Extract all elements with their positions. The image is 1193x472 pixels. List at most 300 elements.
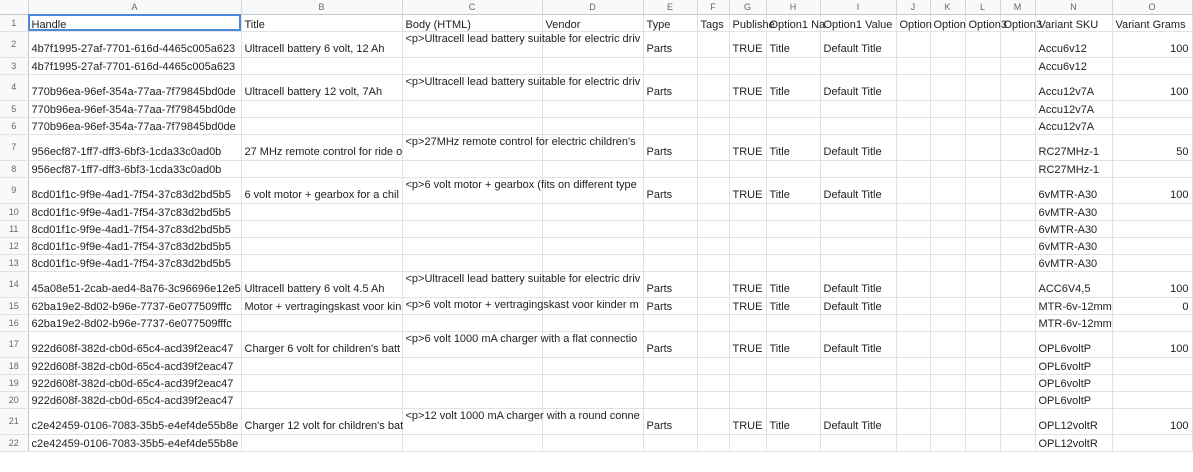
cell-option1-value[interactable] <box>820 203 896 220</box>
cell-variant-grams[interactable]: 100 <box>1112 31 1192 57</box>
cell-option2-name[interactable] <box>896 331 930 357</box>
cell-option2-value[interactable] <box>930 203 965 220</box>
cell-title[interactable] <box>241 57 402 74</box>
cell-handle[interactable]: 922d608f-382d-cb0d-65c4-acd39f2eac47 <box>28 374 241 391</box>
cell-vendor[interactable] <box>542 391 643 408</box>
cell-handle[interactable]: 8cd01f1c-9f9e-4ad1-7f54-37c83d2bd5b5 <box>28 254 241 271</box>
cell-vendor[interactable] <box>542 203 643 220</box>
cell-vendor[interactable] <box>542 254 643 271</box>
cell-option1-value[interactable]: Default Title <box>820 297 896 314</box>
cell-type[interactable]: Parts <box>643 297 697 314</box>
cell-option3-name[interactable] <box>965 160 1000 177</box>
cell-option3-value[interactable] <box>1000 220 1035 237</box>
cell-option3-name[interactable] <box>965 331 1000 357</box>
cell-option3-name[interactable] <box>965 408 1000 434</box>
cell-handle[interactable]: 4b7f1995-27af-7701-616d-4465c005a623 <box>28 31 241 57</box>
cell-title[interactable]: Ultracell battery 12 volt, 7Ah <box>241 74 402 100</box>
column-header-l[interactable]: L <box>965 0 1000 14</box>
cell-option2-value[interactable] <box>930 74 965 100</box>
cell-option3-value[interactable] <box>1000 57 1035 74</box>
header-cell[interactable]: Type <box>643 14 697 31</box>
cell-option1-value[interactable] <box>820 220 896 237</box>
header-cell[interactable]: Option3 <box>965 14 1000 31</box>
cell-variant-grams[interactable] <box>1112 254 1192 271</box>
cell-variant-sku[interactable]: Accu12v7A <box>1035 100 1112 117</box>
row-number[interactable]: 2 <box>0 31 28 57</box>
cell-tags[interactable] <box>697 237 729 254</box>
cell-variant-grams[interactable]: 50 <box>1112 134 1192 160</box>
cell-body[interactable]: <p>Ultracell lead battery suitable for electric driv <box>402 271 542 297</box>
header-cell[interactable]: Variant SKU <box>1035 14 1112 31</box>
cell-option2-name[interactable] <box>896 391 930 408</box>
cell-option3-value[interactable] <box>1000 374 1035 391</box>
cell-tags[interactable] <box>697 331 729 357</box>
header-cell[interactable]: Option <box>930 14 965 31</box>
cell-option3-value[interactable] <box>1000 203 1035 220</box>
row-number[interactable]: 14 <box>0 271 28 297</box>
cell-option3-name[interactable] <box>965 297 1000 314</box>
header-cell[interactable]: Body (HTML) <box>402 14 542 31</box>
cell-option1-value[interactable] <box>820 374 896 391</box>
cell-option2-name[interactable] <box>896 237 930 254</box>
cell-body[interactable] <box>402 254 542 271</box>
cell-title[interactable]: 6 volt motor + gearbox for a chil <box>241 177 402 203</box>
cell-variant-grams[interactable] <box>1112 434 1192 451</box>
cell-option3-name[interactable] <box>965 357 1000 374</box>
cell-title[interactable] <box>241 374 402 391</box>
cell-type[interactable] <box>643 254 697 271</box>
cell-vendor[interactable] <box>542 314 643 331</box>
cell-published[interactable]: TRUE <box>729 331 766 357</box>
cell-option2-value[interactable] <box>930 391 965 408</box>
column-header-n[interactable]: N <box>1035 0 1112 14</box>
row-number[interactable]: 22 <box>0 434 28 451</box>
cell-variant-grams[interactable] <box>1112 100 1192 117</box>
cell-variant-sku[interactable]: MTR-6v-12mm <box>1035 297 1112 314</box>
cell-variant-grams[interactable] <box>1112 117 1192 134</box>
row-number[interactable]: 18 <box>0 357 28 374</box>
cell-option2-value[interactable] <box>930 134 965 160</box>
cell-option1-value[interactable]: Default Title <box>820 134 896 160</box>
cell-option3-name[interactable] <box>965 74 1000 100</box>
row-number[interactable]: 20 <box>0 391 28 408</box>
cell-vendor[interactable] <box>542 357 643 374</box>
cell-option1-name[interactable] <box>766 117 820 134</box>
cell-title[interactable] <box>241 220 402 237</box>
row-number[interactable]: 4 <box>0 74 28 100</box>
cell-option2-name[interactable] <box>896 297 930 314</box>
cell-handle[interactable]: 922d608f-382d-cb0d-65c4-acd39f2eac47 <box>28 331 241 357</box>
cell-option3-value[interactable] <box>1000 314 1035 331</box>
cell-option1-value[interactable] <box>820 117 896 134</box>
cell-type[interactable] <box>643 314 697 331</box>
cell-type[interactable]: Parts <box>643 134 697 160</box>
cell-body[interactable]: <p>Ultracell lead battery suitable for electric driv <box>402 31 542 57</box>
row-number[interactable]: 9 <box>0 177 28 203</box>
cell-option2-value[interactable] <box>930 357 965 374</box>
cell-variant-sku[interactable]: OPL12voltR <box>1035 408 1112 434</box>
cell-option3-name[interactable] <box>965 391 1000 408</box>
cell-variant-grams[interactable] <box>1112 314 1192 331</box>
cell-body[interactable] <box>402 160 542 177</box>
header-cell[interactable]: Option <box>896 14 930 31</box>
cell-handle[interactable]: 45a08e51-2cab-aed4-8a76-3c96696e12e5 <box>28 271 241 297</box>
cell-option3-value[interactable] <box>1000 434 1035 451</box>
cell-option2-name[interactable] <box>896 117 930 134</box>
cell-variant-grams[interactable] <box>1112 160 1192 177</box>
cell-option2-value[interactable] <box>930 31 965 57</box>
row-number[interactable]: 19 <box>0 374 28 391</box>
cell-option3-value[interactable] <box>1000 74 1035 100</box>
cell-option3-name[interactable] <box>965 134 1000 160</box>
cell-option2-value[interactable] <box>930 177 965 203</box>
cell-variant-sku[interactable]: OPL6voltP <box>1035 391 1112 408</box>
cell-option3-value[interactable] <box>1000 271 1035 297</box>
cell-option1-name[interactable]: Title <box>766 31 820 57</box>
cell-option2-name[interactable] <box>896 374 930 391</box>
cell-option3-value[interactable] <box>1000 237 1035 254</box>
cell-published[interactable] <box>729 237 766 254</box>
column-header-a[interactable]: A <box>28 0 241 14</box>
cell-body[interactable]: <p>6 volt 1000 mA charger with a flat connectio <box>402 331 542 357</box>
cell-option3-name[interactable] <box>965 271 1000 297</box>
cell-variant-grams[interactable]: 100 <box>1112 331 1192 357</box>
cell-option1-value[interactable] <box>820 314 896 331</box>
cell-option1-name[interactable]: Title <box>766 297 820 314</box>
cell-option3-value[interactable] <box>1000 391 1035 408</box>
cell-variant-sku[interactable]: 6vMTR-A30 <box>1035 203 1112 220</box>
cell-tags[interactable] <box>697 31 729 57</box>
cell-option1-value[interactable]: Default Title <box>820 408 896 434</box>
cell-option2-value[interactable] <box>930 100 965 117</box>
cell-tags[interactable] <box>697 374 729 391</box>
cell-option2-value[interactable] <box>930 254 965 271</box>
cell-variant-sku[interactable]: 6vMTR-A30 <box>1035 220 1112 237</box>
cell-handle[interactable]: 956ecf87-1ff7-dff3-6bf3-1cda33c0ad0b <box>28 134 241 160</box>
cell-published[interactable] <box>729 220 766 237</box>
cell-option1-name[interactable]: Title <box>766 177 820 203</box>
cell-option1-name[interactable]: Title <box>766 331 820 357</box>
column-header-d[interactable]: D <box>542 0 643 14</box>
cell-type[interactable]: Parts <box>643 177 697 203</box>
cell-body[interactable] <box>402 57 542 74</box>
row-number[interactable]: 13 <box>0 254 28 271</box>
cell-option2-name[interactable] <box>896 271 930 297</box>
cell-option2-name[interactable] <box>896 357 930 374</box>
cell-body[interactable] <box>402 391 542 408</box>
column-header-h[interactable]: H <box>766 0 820 14</box>
cell-option1-value[interactable] <box>820 100 896 117</box>
cell-variant-sku[interactable]: OPL6voltP <box>1035 357 1112 374</box>
cell-option2-name[interactable] <box>896 220 930 237</box>
cell-variant-sku[interactable]: OPL6voltP <box>1035 374 1112 391</box>
cell-option3-name[interactable] <box>965 31 1000 57</box>
cell-type[interactable] <box>643 391 697 408</box>
cell-body[interactable] <box>402 237 542 254</box>
cell-option1-value[interactable]: Default Title <box>820 74 896 100</box>
cell-variant-sku[interactable]: RC27MHz-1 <box>1035 134 1112 160</box>
cell-option1-name[interactable]: Title <box>766 408 820 434</box>
cell-body[interactable]: <p>12 volt 1000 mA charger with a round conne <box>402 408 542 434</box>
cell-type[interactable] <box>643 117 697 134</box>
cell-variant-grams[interactable] <box>1112 374 1192 391</box>
cell-type[interactable]: Parts <box>643 74 697 100</box>
cell-variant-sku[interactable]: OPL6voltP <box>1035 331 1112 357</box>
cell-variant-sku[interactable]: Accu6v12 <box>1035 57 1112 74</box>
cell-option1-value[interactable] <box>820 237 896 254</box>
cell-option3-value[interactable] <box>1000 297 1035 314</box>
cell-option2-value[interactable] <box>930 160 965 177</box>
cell-type[interactable]: Parts <box>643 271 697 297</box>
cell-handle[interactable]: 8cd01f1c-9f9e-4ad1-7f54-37c83d2bd5b5 <box>28 220 241 237</box>
cell-tags[interactable] <box>697 177 729 203</box>
cell-option1-value[interactable] <box>820 254 896 271</box>
cell-option3-value[interactable] <box>1000 357 1035 374</box>
cell-title[interactable] <box>241 117 402 134</box>
cell-option1-value[interactable] <box>820 357 896 374</box>
cell-tags[interactable] <box>697 100 729 117</box>
header-cell[interactable]: Title <box>241 14 402 31</box>
cell-option3-name[interactable] <box>965 177 1000 203</box>
cell-published[interactable] <box>729 254 766 271</box>
row-number[interactable]: 10 <box>0 203 28 220</box>
cell-option3-value[interactable] <box>1000 134 1035 160</box>
cell-option3-value[interactable] <box>1000 254 1035 271</box>
cell-published[interactable] <box>729 374 766 391</box>
cell-tags[interactable] <box>697 74 729 100</box>
cell-body[interactable]: <p>6 volt motor + vertragingskast voor kinder m <box>402 297 542 314</box>
cell-tags[interactable] <box>697 117 729 134</box>
cell-title[interactable]: Ultracell battery 6 volt 4.5 Ah <box>241 271 402 297</box>
header-cell[interactable]: Variant Grams <box>1112 14 1192 31</box>
cell-published[interactable] <box>729 117 766 134</box>
cell-title[interactable] <box>241 100 402 117</box>
cell-option2-name[interactable] <box>896 177 930 203</box>
cell-type[interactable]: Parts <box>643 31 697 57</box>
cell-variant-sku[interactable]: 6vMTR-A30 <box>1035 237 1112 254</box>
header-cell[interactable]: Option3 <box>1000 14 1035 31</box>
cell-type[interactable] <box>643 237 697 254</box>
cell-published[interactable] <box>729 357 766 374</box>
cell-body[interactable] <box>402 220 542 237</box>
cell-variant-sku[interactable]: 6vMTR-A30 <box>1035 254 1112 271</box>
cell-option3-name[interactable] <box>965 220 1000 237</box>
cell-option1-name[interactable]: Title <box>766 74 820 100</box>
cell-variant-grams[interactable]: 100 <box>1112 177 1192 203</box>
row-number[interactable]: 15 <box>0 297 28 314</box>
cell-option1-name[interactable] <box>766 357 820 374</box>
cell-option2-value[interactable] <box>930 314 965 331</box>
cell-variant-grams[interactable] <box>1112 237 1192 254</box>
cell-vendor[interactable] <box>542 220 643 237</box>
row-number[interactable]: 11 <box>0 220 28 237</box>
cell-vendor[interactable] <box>542 237 643 254</box>
cell-body[interactable] <box>402 100 542 117</box>
cell-variant-sku[interactable]: ACC6V4,5 <box>1035 271 1112 297</box>
cell-tags[interactable] <box>697 134 729 160</box>
column-header-b[interactable]: B <box>241 0 402 14</box>
cell-handle[interactable]: 8cd01f1c-9f9e-4ad1-7f54-37c83d2bd5b5 <box>28 177 241 203</box>
cell-option3-name[interactable] <box>965 237 1000 254</box>
row-number[interactable]: 1 <box>0 14 28 31</box>
cell-type[interactable] <box>643 374 697 391</box>
header-cell[interactable]: Vendor <box>542 14 643 31</box>
cell-handle[interactable]: 62ba19e2-8d02-b96e-7737-6e077509fffc <box>28 297 241 314</box>
cell-option1-name[interactable] <box>766 434 820 451</box>
cell-option3-value[interactable] <box>1000 160 1035 177</box>
cell-type[interactable] <box>643 203 697 220</box>
cell-title[interactable]: Charger 6 volt for children's batt <box>241 331 402 357</box>
header-cell[interactable]: Tags <box>697 14 729 31</box>
cell-tags[interactable] <box>697 297 729 314</box>
cell-variant-grams[interactable] <box>1112 357 1192 374</box>
cell-option1-name[interactable] <box>766 374 820 391</box>
cell-variant-grams[interactable]: 100 <box>1112 74 1192 100</box>
cell-option2-value[interactable] <box>930 237 965 254</box>
cell-vendor[interactable] <box>542 434 643 451</box>
cell-handle[interactable]: c2e42459-0106-7083-35b5-e4ef4de55b8e <box>28 408 241 434</box>
cell-published[interactable]: TRUE <box>729 74 766 100</box>
select-all-corner[interactable] <box>0 0 28 14</box>
cell-option2-value[interactable] <box>930 331 965 357</box>
cell-option2-value[interactable] <box>930 374 965 391</box>
cell-body[interactable] <box>402 117 542 134</box>
cell-option1-value[interactable] <box>820 57 896 74</box>
cell-published[interactable] <box>729 160 766 177</box>
cell-type[interactable]: Parts <box>643 408 697 434</box>
cell-type[interactable] <box>643 57 697 74</box>
cell-option2-name[interactable] <box>896 134 930 160</box>
cell-tags[interactable] <box>697 314 729 331</box>
cell-option2-name[interactable] <box>896 314 930 331</box>
cell-tags[interactable] <box>697 391 729 408</box>
row-number[interactable]: 6 <box>0 117 28 134</box>
cell-option3-value[interactable] <box>1000 117 1035 134</box>
cell-option3-name[interactable] <box>965 314 1000 331</box>
cell-option2-name[interactable] <box>896 74 930 100</box>
cell-option1-value[interactable] <box>820 160 896 177</box>
header-cell[interactable]: Handle <box>28 14 241 31</box>
cell-handle[interactable]: 770b96ea-96ef-354a-77aa-7f79845bd0de <box>28 117 241 134</box>
cell-option1-value[interactable] <box>820 434 896 451</box>
cell-option1-name[interactable] <box>766 100 820 117</box>
cell-handle[interactable]: c2e42459-0106-7083-35b5-e4ef4de55b8e <box>28 434 241 451</box>
cell-published[interactable]: TRUE <box>729 408 766 434</box>
row-number[interactable]: 8 <box>0 160 28 177</box>
cell-option3-value[interactable] <box>1000 100 1035 117</box>
cell-option3-name[interactable] <box>965 203 1000 220</box>
cell-published[interactable]: TRUE <box>729 271 766 297</box>
cell-option2-name[interactable] <box>896 434 930 451</box>
cell-handle[interactable]: 770b96ea-96ef-354a-77aa-7f79845bd0de <box>28 74 241 100</box>
cell-handle[interactable]: 956ecf87-1ff7-dff3-6bf3-1cda33c0ad0b <box>28 160 241 177</box>
cell-option1-value[interactable]: Default Title <box>820 177 896 203</box>
cell-option3-value[interactable] <box>1000 177 1035 203</box>
cell-option3-name[interactable] <box>965 254 1000 271</box>
cell-variant-sku[interactable]: Accu12v7A <box>1035 74 1112 100</box>
cell-option1-name[interactable] <box>766 391 820 408</box>
cell-tags[interactable] <box>697 408 729 434</box>
cell-vendor[interactable] <box>542 374 643 391</box>
cell-option2-value[interactable] <box>930 271 965 297</box>
cell-type[interactable] <box>643 434 697 451</box>
row-number[interactable]: 21 <box>0 408 28 434</box>
cell-handle[interactable]: 62ba19e2-8d02-b96e-7737-6e077509fffc <box>28 314 241 331</box>
cell-option2-value[interactable] <box>930 408 965 434</box>
cell-handle[interactable]: 770b96ea-96ef-354a-77aa-7f79845bd0de <box>28 100 241 117</box>
cell-variant-grams[interactable] <box>1112 203 1192 220</box>
column-header-c[interactable]: C <box>402 0 542 14</box>
cell-title[interactable]: Ultracell battery 6 volt, 12 Ah <box>241 31 402 57</box>
column-header-i[interactable]: I <box>820 0 896 14</box>
cell-variant-sku[interactable]: OPL12voltR <box>1035 434 1112 451</box>
row-number[interactable]: 7 <box>0 134 28 160</box>
column-header-k[interactable]: K <box>930 0 965 14</box>
cell-published[interactable] <box>729 434 766 451</box>
cell-published[interactable] <box>729 314 766 331</box>
cell-option1-name[interactable] <box>766 203 820 220</box>
cell-type[interactable] <box>643 160 697 177</box>
cell-option2-name[interactable] <box>896 203 930 220</box>
cell-option2-name[interactable] <box>896 254 930 271</box>
cell-option3-name[interactable] <box>965 374 1000 391</box>
cell-vendor[interactable] <box>542 57 643 74</box>
cell-title[interactable] <box>241 391 402 408</box>
cell-variant-grams[interactable]: 0 <box>1112 297 1192 314</box>
cell-option1-value[interactable] <box>820 391 896 408</box>
cell-type[interactable] <box>643 100 697 117</box>
column-header-g[interactable]: G <box>729 0 766 14</box>
column-header-f[interactable]: F <box>697 0 729 14</box>
cell-title[interactable] <box>241 160 402 177</box>
cell-variant-sku[interactable]: 6vMTR-A30 <box>1035 177 1112 203</box>
cell-type[interactable]: Parts <box>643 331 697 357</box>
cell-tags[interactable] <box>697 203 729 220</box>
cell-title[interactable] <box>241 434 402 451</box>
cell-tags[interactable] <box>697 220 729 237</box>
row-number[interactable]: 16 <box>0 314 28 331</box>
cell-published[interactable] <box>729 203 766 220</box>
cell-handle[interactable]: 922d608f-382d-cb0d-65c4-acd39f2eac47 <box>28 391 241 408</box>
cell-title[interactable] <box>241 314 402 331</box>
cell-title[interactable]: Motor + vertragingskast voor kin <box>241 297 402 314</box>
cell-type[interactable] <box>643 220 697 237</box>
cell-title[interactable] <box>241 237 402 254</box>
cell-option2-name[interactable] <box>896 100 930 117</box>
cell-vendor[interactable] <box>542 117 643 134</box>
cell-vendor[interactable] <box>542 100 643 117</box>
cell-published[interactable] <box>729 57 766 74</box>
header-cell[interactable]: Option1 Na <box>766 14 820 31</box>
row-number[interactable]: 5 <box>0 100 28 117</box>
cell-option1-name[interactable] <box>766 160 820 177</box>
cell-option1-value[interactable]: Default Title <box>820 31 896 57</box>
cell-body[interactable] <box>402 357 542 374</box>
cell-tags[interactable] <box>697 271 729 297</box>
cell-variant-grams[interactable]: 100 <box>1112 271 1192 297</box>
cell-variant-sku[interactable]: MTR-6v-12mm <box>1035 314 1112 331</box>
cell-option2-value[interactable] <box>930 117 965 134</box>
cell-published[interactable]: TRUE <box>729 177 766 203</box>
cell-option2-value[interactable] <box>930 220 965 237</box>
cell-body[interactable] <box>402 374 542 391</box>
cell-option2-name[interactable] <box>896 408 930 434</box>
header-cell[interactable]: Publishe <box>729 14 766 31</box>
cell-option2-name[interactable] <box>896 31 930 57</box>
cell-published[interactable]: TRUE <box>729 134 766 160</box>
cell-variant-grams[interactable] <box>1112 391 1192 408</box>
cell-body[interactable] <box>402 203 542 220</box>
